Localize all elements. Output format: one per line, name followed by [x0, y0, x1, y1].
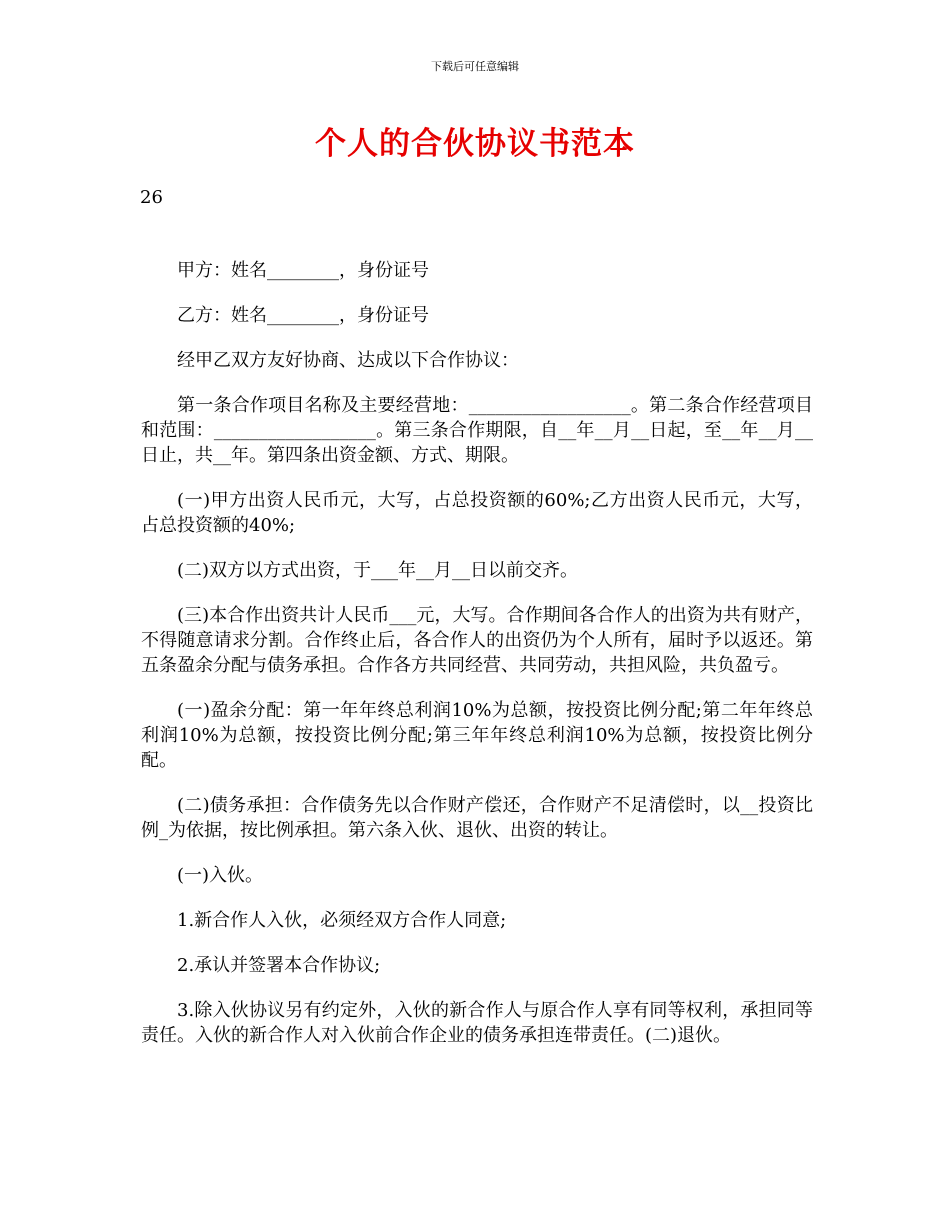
- document-number: 26: [140, 187, 163, 208]
- paragraph-join-2: 2.承认并签署本合作协议;: [177, 955, 381, 976]
- paragraph-profit-distribution: (一)盈余分配：第一年年终总利润10%为总额，按投资比例分配;第二年年终总利润10%为总额，按投资比例分配;第三年年终总利润10%为总额，按投资比例分配。: [141, 700, 813, 771]
- paragraph-capital-1: (一)甲方出资人民币元，大写，占总投资额的60%;乙方出资人民币元，大写，占总投资额的40%;: [141, 490, 813, 536]
- document-body: [141, 258, 813, 1068]
- paragraph-join-1: 1.新合作人入伙，必须经双方合作人同意;: [177, 910, 507, 931]
- paragraph-join-3: 3.除入伙协议另有约定外，入伙的新合作人与原合作人享有同等权利，承担同等责任。入伙的新合作人对入伙前合作企业的债务承担连带责任。(二)退伙。: [141, 1000, 813, 1046]
- paragraph-join-heading: (一)入伙。: [177, 865, 264, 886]
- paragraph-articles-1-4: 第一条合作项目名称及主要经营地：__________________。第二条合作经营项目和范围：__________________。第三条合作期限，自__年__月__日起，至__年__月__日止，共__年。第四条出资金额、方式、期限。: [141, 395, 813, 466]
- document-title: 个人的合伙协议书范本: [315, 126, 635, 162]
- paragraph-party-b: 乙方：姓名________，身份证号: [177, 305, 429, 326]
- paragraph-party-a: 甲方：姓名________，身份证号: [177, 260, 429, 281]
- paragraph-capital-3: (三)本合作出资共计人民币___元，大写。合作期间各合作人的出资为共有财产，不得随意请求分割。合作终止后，各合作人的出资仍为个人所有，届时予以返还。第五条盈余分配与债务承担。合作各方共同经营、共同劳动，共担风险，共负盈亏。: [141, 605, 813, 676]
- paragraph-capital-2: (二)双方以方式出资，于___年__月__日以前交齐。: [177, 560, 579, 581]
- paragraph-debt: (二)债务承担：合作债务先以合作财产偿还，合作财产不足清偿时，以__投资比例_为依据，按比例承担。第六条入伙、退伙、出资的转让。: [141, 795, 813, 841]
- page-header-note: 下载后可任意编辑: [431, 60, 519, 73]
- paragraph-intro: 经甲乙双方友好协商、达成以下合作协议：: [177, 350, 519, 371]
